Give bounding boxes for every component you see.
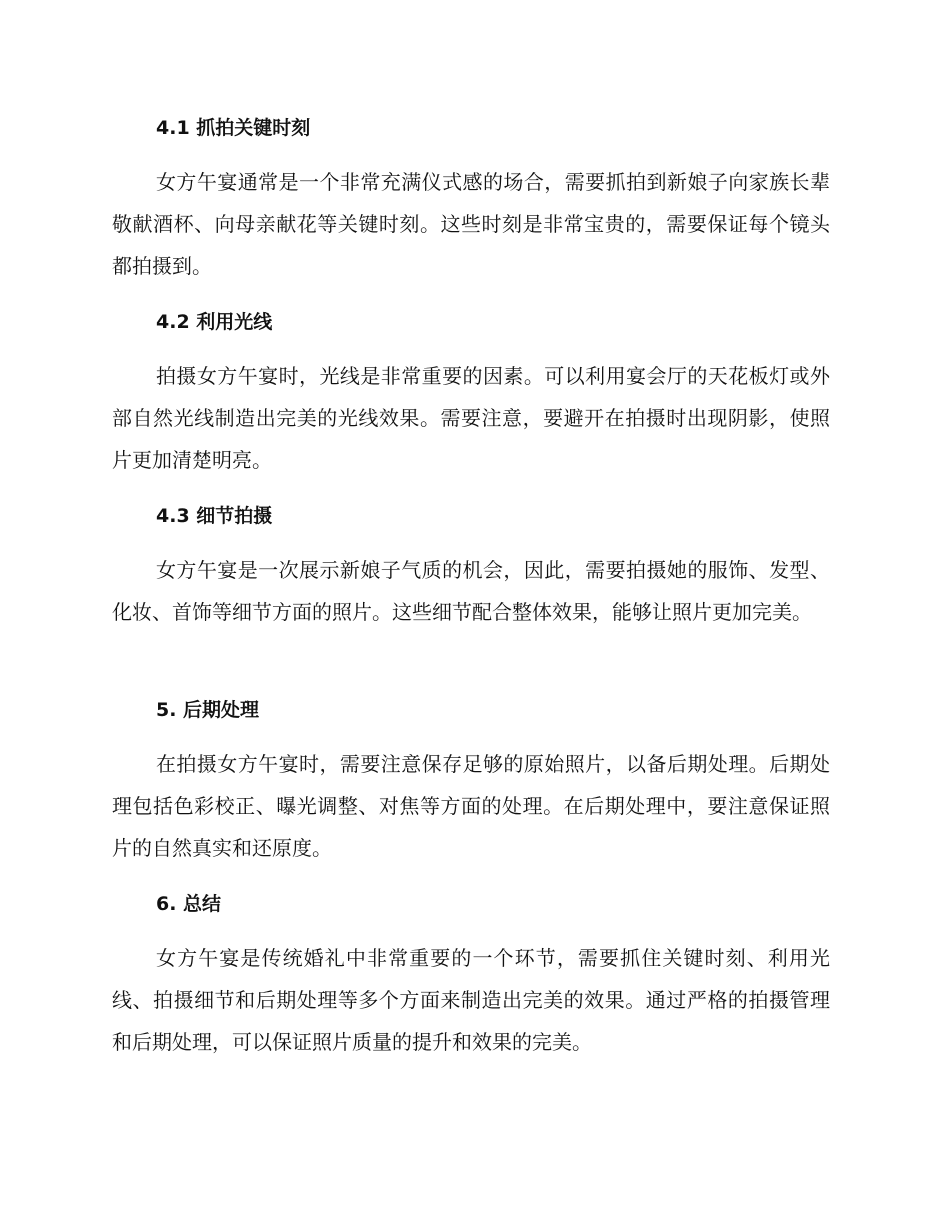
section-body-4-2: 拍摄女方午宴时，光线是非常重要的因素。可以利用宴会厅的天花板灯或外部自然光线制造出完美的光线效果。需要注意，要避开在拍摄时出现阴影，使照片更加清楚明亮。: [112, 364, 830, 472]
section-body-4-3: 女方午宴是一次展示新娘子气质的机会，因此，需要拍摄她的服饰、发型、化妆、首饰等细节方面的照片。这些细节配合整体效果，能够让照片更加完美。: [112, 558, 830, 624]
section-heading-4-3: 4.3 细节拍摄: [156, 505, 273, 527]
section-heading-4-1: 4.1 抓拍关键时刻: [156, 117, 311, 139]
section-body-5: 在拍摄女方午宴时，需要注意保存足够的原始照片，以备后期处理。后期处理包括色彩校正、曝光调整、对焦等方面的处理。在后期处理中，要注意保证照片的自然真实和还原度。: [112, 752, 830, 860]
section-body-6: 女方午宴是传统婚礼中非常重要的一个环节，需要抓住关键时刻、利用光线、拍摄细节和后期处理等多个方面来制造出完美的效果。通过严格的拍摄管理和后期处理，可以保证照片质量的提升和效果的完美。: [112, 946, 830, 1054]
section-heading-6: 6. 总结: [156, 893, 222, 915]
section-heading-4-2: 4.2 利用光线: [156, 311, 273, 333]
section-heading-5: 5. 后期处理: [156, 699, 260, 721]
section-body-4-1: 女方午宴通常是一个非常充满仪式感的场合，需要抓拍到新娘子向家族长辈敬献酒杯、向母亲献花等关键时刻。这些时刻是非常宝贵的，需要保证每个镜头都拍摄到。: [112, 170, 830, 278]
